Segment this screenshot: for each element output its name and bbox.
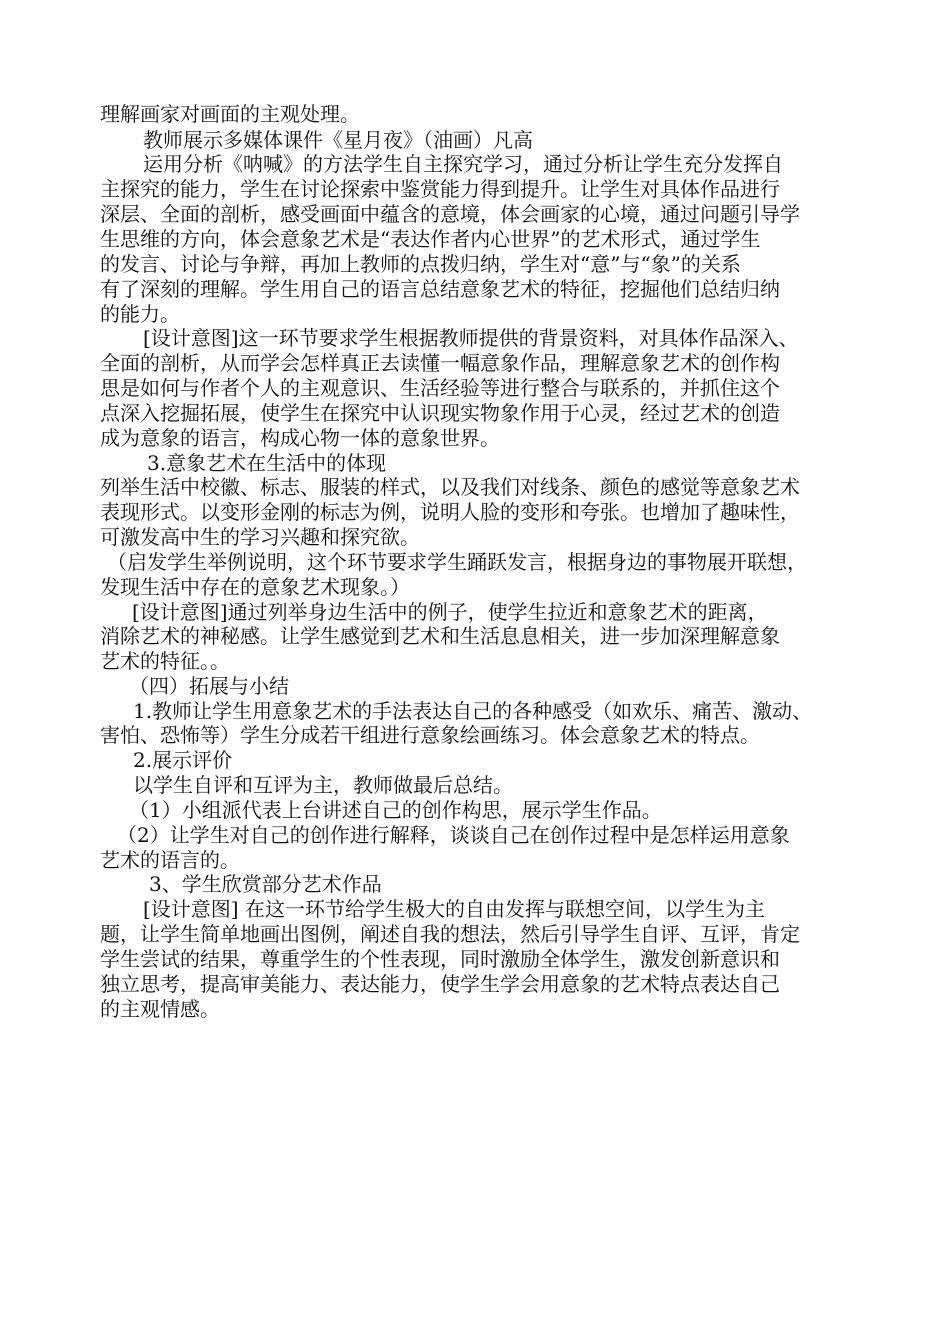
- text-line: 以学生自评和互评为主，教师做最后总结。: [133, 773, 513, 797]
- text-line: （四）拓展与小结: [129, 674, 289, 698]
- text-line: 发现生活中存在的意象艺术现象。）: [100, 575, 410, 599]
- text-line: 消除艺术的神秘感。让学生感觉到艺术和生活息息相关，进一步加深理解意象: [100, 624, 780, 648]
- text-line: 教师展示多媒体课件《星月夜》（油画）凡高: [143, 128, 533, 152]
- text-line: [设计意图]通过列举身边生活中的例子，使学生拉近和意象艺术的距离，: [132, 600, 768, 624]
- text-line: 的主观情感。: [100, 997, 220, 1021]
- text-line: 学生尝试的结果，尊重学生的个性表现，同时激励全体学生，激发创新意识和: [100, 947, 780, 971]
- text-line: 表现形式。以变形金刚的标志为例，说明人脸的变形和夸张。也增加了趣味性，: [100, 500, 800, 524]
- text-line: 1.教师让学生用意象艺术的手法表达自己的各种感受（如欢乐、痛苦、激动、: [133, 699, 813, 723]
- text-line: 3、学生欣赏部分艺术作品: [149, 872, 382, 896]
- text-line: 思是如何与作者个人的主观意识、生活经验等进行整合与联系的，并抓住这个: [100, 376, 780, 400]
- text-line: [设计意图] 在这一环节给学生极大的自由发挥与联想空间，以学生为主: [143, 897, 765, 921]
- text-line: 深层、全面的剖析，感受画面中蕴含的意境，体会画家的心境，通过问题引导学: [100, 202, 800, 226]
- text-line: 害怕、恐怖等）学生分成若干组进行意象绘画练习。体会意象艺术的特点。: [100, 723, 760, 747]
- text-line: 的发言、讨论与争辩，再加上教师的点拨归纳，学生对“意”与“象”的关系: [100, 252, 741, 276]
- text-line: 题，让学生简单地画出图例，阐述自我的想法，然后引导学生自评、互评，肯定: [100, 922, 800, 946]
- text-line: 主探究的能力，学生在讨论探索中鉴赏能力得到提升。让学生对具体作品进行: [100, 177, 780, 201]
- text-line: 3.意象艺术在生活中的体现: [147, 451, 387, 475]
- text-line: 理解画家对画面的主观处理。: [100, 102, 360, 126]
- text-line: 有了深刻的理解。学生用自己的语言总结意象艺术的特征，挖掘他们总结归纳: [100, 277, 780, 301]
- text-line: （启发学生举例说明，这个环节要求学生踊跃发言，根据身边的事物展开联想，: [107, 550, 807, 574]
- text-line: 成为意象的语言，构成心物一体的意象世界。: [100, 426, 500, 450]
- text-line: 的能力。: [100, 302, 180, 326]
- text-line: 独立思考，提高审美能力、表达能力，使学生学会用意象的艺术特点表达自己: [100, 972, 780, 996]
- text-line: （1）小组派代表上台讲述自己的创作构思，展示学生作品。: [129, 798, 662, 822]
- text-line: 2.展示评价: [133, 748, 233, 772]
- text-line: 可激发高中生的学习兴趣和探究欲。: [100, 525, 420, 549]
- text-line: 生思维的方向，体会意象艺术是“表达作者内心世界”的艺术形式，通过学生: [100, 227, 761, 251]
- text-line: 艺术的语言的。: [100, 848, 240, 872]
- text-line: 运用分析《呐喊》的方法学生自主探究学习，通过分析让学生充分发挥自: [143, 152, 783, 176]
- text-line: 艺术的特征。。: [100, 649, 230, 673]
- text-line: 全面的剖析，从而学会怎样真正去读懂一幅意象作品，理解意象艺术的创作构: [100, 351, 780, 375]
- text-line: 列举生活中校徽、标志、服装的样式，以及我们对线条、颜色的感觉等意象艺术: [100, 475, 800, 499]
- text-line: 点深入挖掘拓展，使学生在探究中认识现实物象作用于心灵，经过艺术的创造: [100, 401, 780, 425]
- text-line: [设计意图]这一环节要求学生根据教师提供的背景资料，对具体作品深入、: [143, 326, 799, 350]
- text-line: （2）让学生对自己的创作进行解释，谈谈自己在创作过程中是怎样运用意象: [117, 823, 790, 847]
